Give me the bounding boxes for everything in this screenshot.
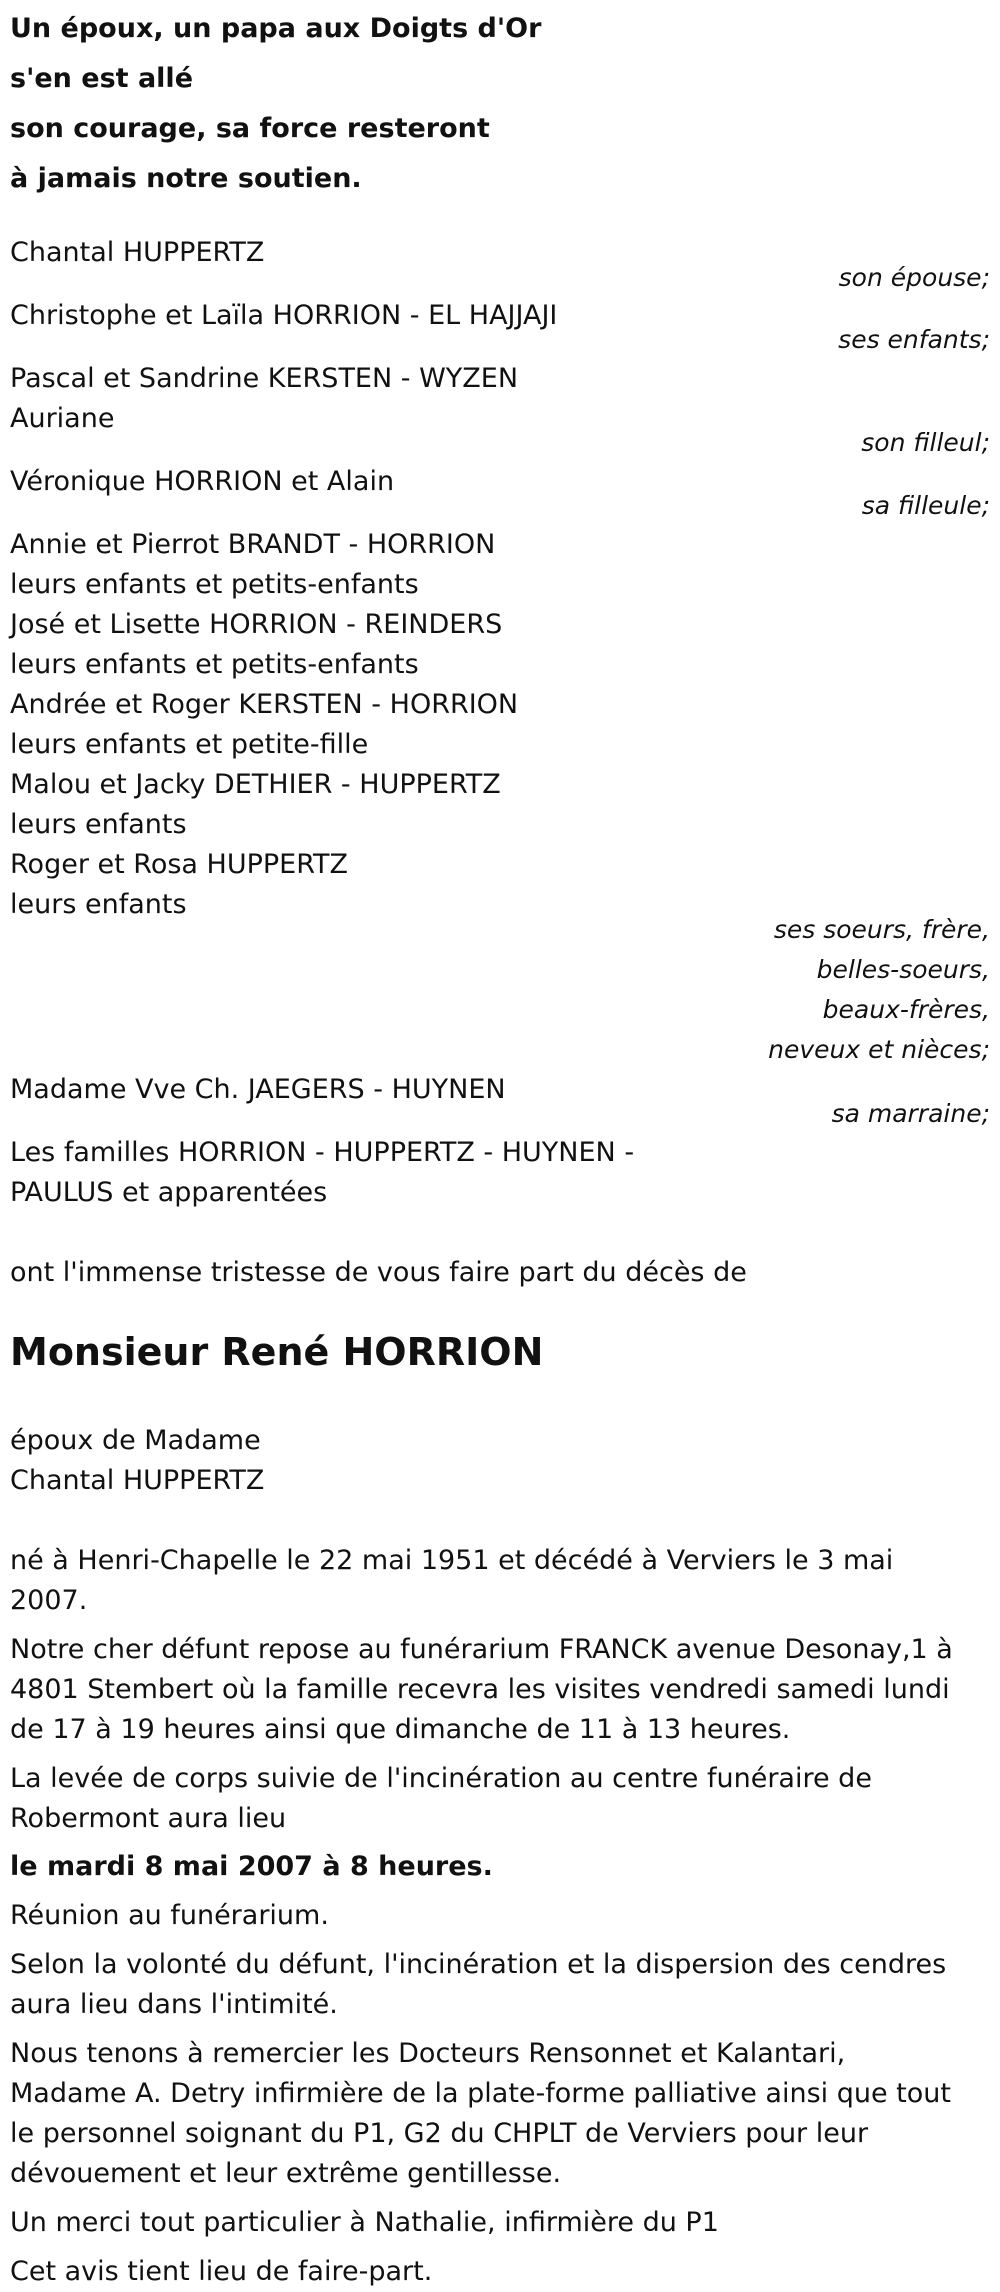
thanks-paragraph: Nous tenons à remercier les Docteurs Rensonnet et Kalantari, Madame A. Detry infirmière de la plate-forme palliative ainsi que tout le personnel soignant du P1, G2 du CHPLT de Verviers pour leur dévouement et leur extrême gentillesse. xyxy=(10,2038,951,2189)
mourner-chantal: Chantal HUPPERTZ xyxy=(10,237,265,268)
levee-paragraph: La levée de corps suivie de l'incinération au centre funéraire de Robermont aura lieu xyxy=(10,1763,872,1834)
born-paragraph: né à Henri-Chapelle le 22 mai 1951 et décédé à Verviers le 3 mai 2007. xyxy=(10,1545,894,1616)
details-block xyxy=(10,1541,970,2292)
family-list xyxy=(10,525,990,925)
family-line: José et Lisette HORRION - REINDERS xyxy=(10,609,503,640)
spouse-name: Chantal HUPPERTZ xyxy=(10,1465,265,1496)
role-epouse: son épouse; xyxy=(838,263,990,292)
mourner-jaegers: Madame Vve Ch. JAEGERS - HUYNEN xyxy=(10,1074,506,1105)
mourner-auriane: Auriane xyxy=(10,403,115,434)
role-enfants: ses enfants; xyxy=(838,325,990,354)
volonte-paragraph: Selon la volonté du défunt, l'incinération et la dispersion des cendres aura lieu dans l'intimité. xyxy=(10,1949,947,2020)
family-line: leurs enfants xyxy=(10,809,187,840)
family-line: Annie et Pierrot BRANDT - HORRION xyxy=(10,529,496,560)
mourner-familles: PAULUS et apparentées xyxy=(10,1177,328,1208)
family-line: Roger et Rosa HUPPERTZ xyxy=(10,849,349,880)
poem-line: à jamais notre soutien. xyxy=(10,163,362,194)
faire-part-paragraph: Cet avis tient lieu de faire-part. xyxy=(10,2256,433,2287)
family-line: Andrée et Roger KERSTEN - HORRION xyxy=(10,689,519,720)
role-filleule: sa filleule; xyxy=(861,491,990,520)
mourner-christophe: Christophe et Laïla HORRION - EL HAJJAJI xyxy=(10,300,558,331)
family-line: leurs enfants et petits-enfants xyxy=(10,569,419,600)
mourner-veronique: Véronique HORRION et Alain xyxy=(10,466,395,497)
role-siblings: beaux-frères, xyxy=(822,995,990,1024)
family-line: leurs enfants et petite-fille xyxy=(10,729,369,760)
role-siblings: ses soeurs, frère, xyxy=(773,915,990,944)
role-siblings: neveux et nièces; xyxy=(768,1035,990,1064)
family-line: leurs enfants et petits-enfants xyxy=(10,649,419,680)
deceased-name: Monsieur René HORRION xyxy=(10,1330,544,1374)
poem-line: s'en est allé xyxy=(10,63,194,94)
family-line: leurs enfants xyxy=(10,889,187,920)
repose-paragraph: Notre cher défunt repose au funérarium FRANCK avenue Desonay,1 à 4801 Stembert où la famille recevra les visites vendredi samedi lundi de 17 à 19 heures ainsi que dimanche de 11 à 13 heures. xyxy=(10,1634,953,1745)
role-marraine: sa marraine; xyxy=(831,1099,990,1128)
role-siblings: belles-soeurs, xyxy=(816,955,990,984)
poem-line: son courage, sa force resteront xyxy=(10,113,490,144)
family-line: Malou et Jacky DETHIER - HUPPERTZ xyxy=(10,769,501,800)
merci-paragraph: Un merci tout particulier à Nathalie, infirmière du P1 xyxy=(10,2207,719,2238)
spouse-of: époux de Madame xyxy=(10,1425,261,1456)
mourner-pascal: Pascal et Sandrine KERSTEN - WYZEN xyxy=(10,363,519,394)
role-filleul: son filleul; xyxy=(861,428,990,457)
ceremony-date: le mardi 8 mai 2007 à 8 heures. xyxy=(10,1851,493,1882)
reunion-paragraph: Réunion au funérarium. xyxy=(10,1900,329,1931)
announcement: ont l'immense tristesse de vous faire part du décès de xyxy=(10,1257,747,1288)
mourner-familles: Les familles HORRION - HUPPERTZ - HUYNEN - xyxy=(10,1137,635,1168)
poem-block xyxy=(10,4,990,204)
poem-line: Un époux, un papa aux Doigts d'Or xyxy=(10,13,542,44)
